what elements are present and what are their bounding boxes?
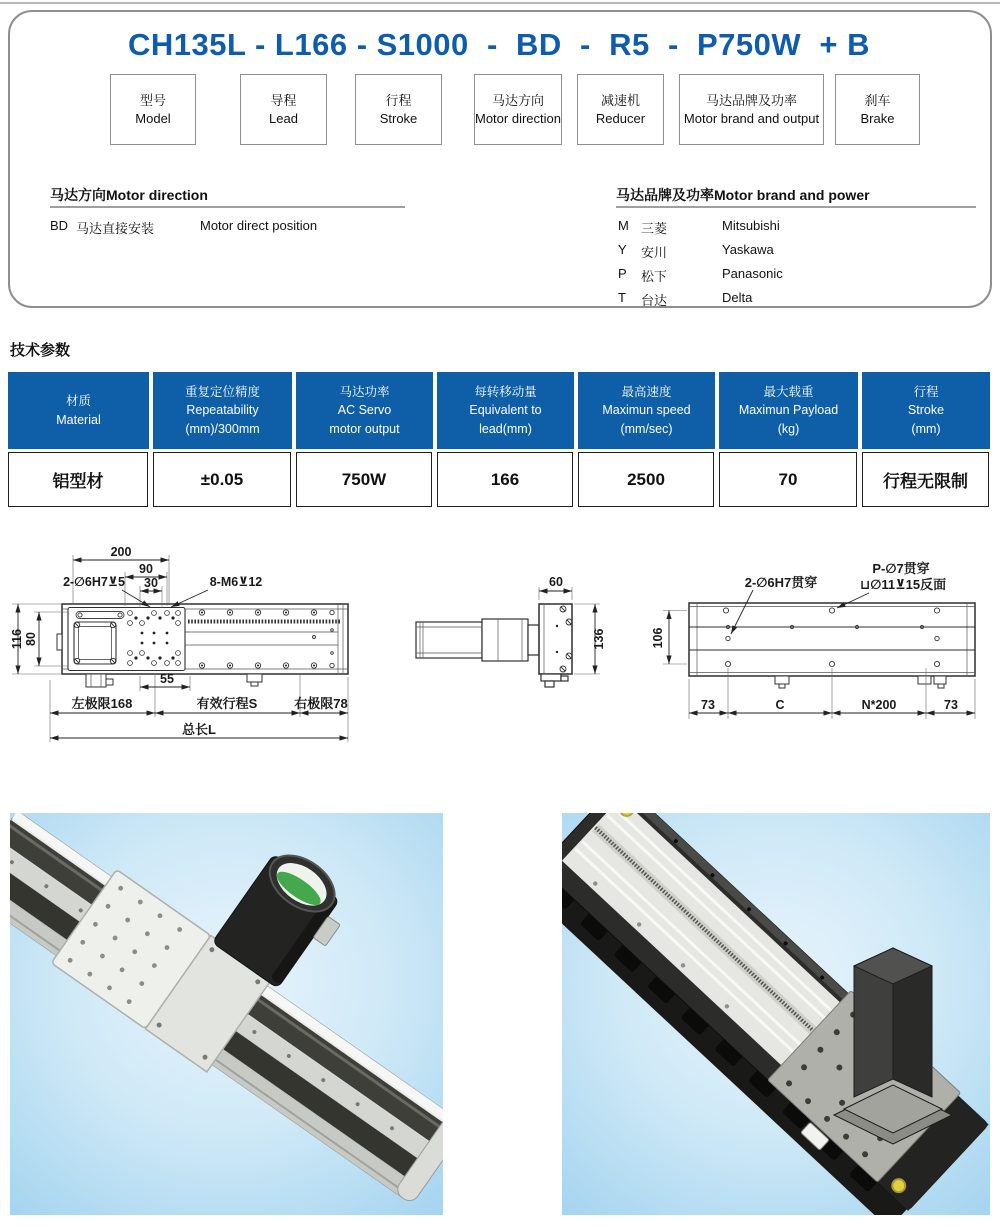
motor-direction-zh: 马达直接安装 <box>76 221 155 236</box>
col-en2: (mm/sec) <box>620 421 673 436</box>
holes-right-label: 8-M6⊻12 <box>209 575 263 589</box>
col-zh: 材质 <box>65 394 91 409</box>
product-photo-left-render <box>10 813 443 1215</box>
dim-90-label: 90 <box>139 562 153 576</box>
dim-c-label: C <box>775 698 785 712</box>
right-limit-label: 右极限78 <box>294 696 348 711</box>
brand-zh: 松下 <box>641 269 668 284</box>
specs-section-title: 技术参数 <box>10 342 71 359</box>
motor-direction-heading: 马达方向Motor direction <box>50 187 208 203</box>
reducer-box <box>577 74 664 145</box>
brand-en: Delta <box>722 290 753 305</box>
model-box-zh: 型号 <box>139 92 166 108</box>
col-en2: (mm) <box>911 421 941 436</box>
brand-code: P <box>618 266 627 281</box>
brand-en: Panasonic <box>722 266 783 281</box>
motor-brand-box-en: Motor brand and output <box>683 110 820 126</box>
col-en2: motor output <box>329 421 400 436</box>
col-zh: 每转移动量 <box>474 385 537 400</box>
left-limit-label: 左极限168 <box>71 696 133 711</box>
col-zh: 最高速度 <box>621 385 672 400</box>
product-photo-left <box>10 813 443 1215</box>
dim-55-label: 55 <box>160 672 174 686</box>
motor-brand-box-zh: 马达品牌及功率 <box>705 92 797 108</box>
col-en: Material <box>56 412 101 427</box>
motor-direction-box <box>474 74 562 145</box>
dim-73-right-label: 73 <box>944 698 958 712</box>
lead-box <box>240 74 327 145</box>
col-header-repeatability <box>153 372 292 449</box>
brand-en: Mitsubishi <box>722 218 780 233</box>
col-en: AC Servo <box>337 403 392 418</box>
col-zh: 行程 <box>913 385 939 400</box>
cell-repeatability: ±0.05 <box>153 452 291 507</box>
motor-brand-box <box>679 74 824 145</box>
brand-zh: 三菱 <box>641 221 668 236</box>
brand-code: M <box>618 218 629 233</box>
cell-stroke: 行程无限制 <box>862 452 989 507</box>
col-en: Repeatability <box>186 403 259 418</box>
col-header-material <box>8 372 149 449</box>
col-en2: (kg) <box>777 421 800 436</box>
col-header-motor-output <box>296 372 433 449</box>
product-photo-right-render <box>562 813 990 1215</box>
top-view-drawing <box>10 535 420 760</box>
motor-brand-heading: 马达品牌及功率Motor brand and power <box>616 187 870 203</box>
motor-direction-rule <box>50 206 405 208</box>
brand-zh: 台达 <box>641 293 668 308</box>
dim-200-label: 200 <box>110 545 132 559</box>
dim-136-label: 136 <box>592 628 606 650</box>
col-header-stroke <box>862 372 990 449</box>
motor-direction-en: Motor direct position <box>200 218 318 233</box>
dim-n200-label: N*200 <box>861 698 897 712</box>
cell-material: 铝型材 <box>8 452 148 507</box>
motor-direction-code: BD <box>50 218 69 233</box>
counterbore-label: ⊔∅11⊻15反面 <box>859 577 947 592</box>
lead-box-zh: 导程 <box>270 92 297 108</box>
lead-box-en: Lead <box>269 110 298 126</box>
stroke-box <box>355 74 442 145</box>
motor-direction-box-en: Motor direction <box>475 110 561 126</box>
brake-box-en: Brake <box>860 110 895 126</box>
col-zh: 重复定位精度 <box>184 385 260 400</box>
brand-code: T <box>618 290 626 305</box>
brake-box <box>835 74 920 145</box>
motor-direction-box-zh: 马达方向 <box>491 92 544 108</box>
col-en: Stroke <box>907 403 945 418</box>
dim-30-label: 30 <box>144 576 158 590</box>
col-en2: (mm)/300mm <box>185 421 260 436</box>
effective-stroke-label: 有效行程S <box>196 696 258 711</box>
motor-brand-rule <box>616 206 976 208</box>
model-code-title: CH135L - L166 - S1000 - BD - R5 - P750W + B <box>128 27 870 62</box>
brake-box-zh: 刹车 <box>864 92 891 108</box>
side-view-drawing <box>410 545 640 730</box>
col-zh: 马达功率 <box>339 385 390 400</box>
col-zh: 最大载重 <box>763 385 814 400</box>
dim-80-label: 80 <box>24 632 38 646</box>
col-header-lead <box>437 372 574 449</box>
page-top-rule <box>0 2 1000 4</box>
stroke-box-zh: 行程 <box>385 92 412 108</box>
col-en: Equivalent to <box>469 403 542 418</box>
col-header-max-speed <box>578 372 715 449</box>
cell-motor-output: 750W <box>296 452 432 507</box>
cell-max-payload: 70 <box>719 452 857 507</box>
p7-holes-label: P-∅7贯穿 <box>872 561 930 576</box>
through-holes-label: 2-∅6H7贯穿 <box>744 575 818 590</box>
model-box-en: Model <box>135 110 171 126</box>
product-photo-right <box>562 813 990 1215</box>
dim-60-label: 60 <box>549 575 563 589</box>
dim-116-label: 116 <box>10 628 24 650</box>
dim-106-label: 106 <box>651 627 665 649</box>
brand-code: Y <box>618 242 627 257</box>
dim-73-left-label: 73 <box>701 698 715 712</box>
bottom-view-drawing <box>651 540 995 740</box>
col-en: Maximun Payload <box>738 403 839 418</box>
brand-en: Yaskawa <box>722 242 774 257</box>
stroke-box-en: Stroke <box>379 110 418 126</box>
reducer-box-zh: 减速机 <box>600 92 640 108</box>
col-en: Maximun speed <box>602 403 691 418</box>
cell-lead: 166 <box>437 452 573 507</box>
total-length-label: 总长L <box>182 722 216 737</box>
brand-zh: 安川 <box>641 245 668 260</box>
cell-max-speed: 2500 <box>578 452 714 507</box>
reducer-box-en: Reducer <box>595 110 646 126</box>
holes-left-label: 2-∅6H7⊻5 <box>63 575 125 589</box>
model-box <box>110 74 196 145</box>
col-en2: lead(mm) <box>479 421 532 436</box>
col-header-max-payload <box>719 372 858 449</box>
